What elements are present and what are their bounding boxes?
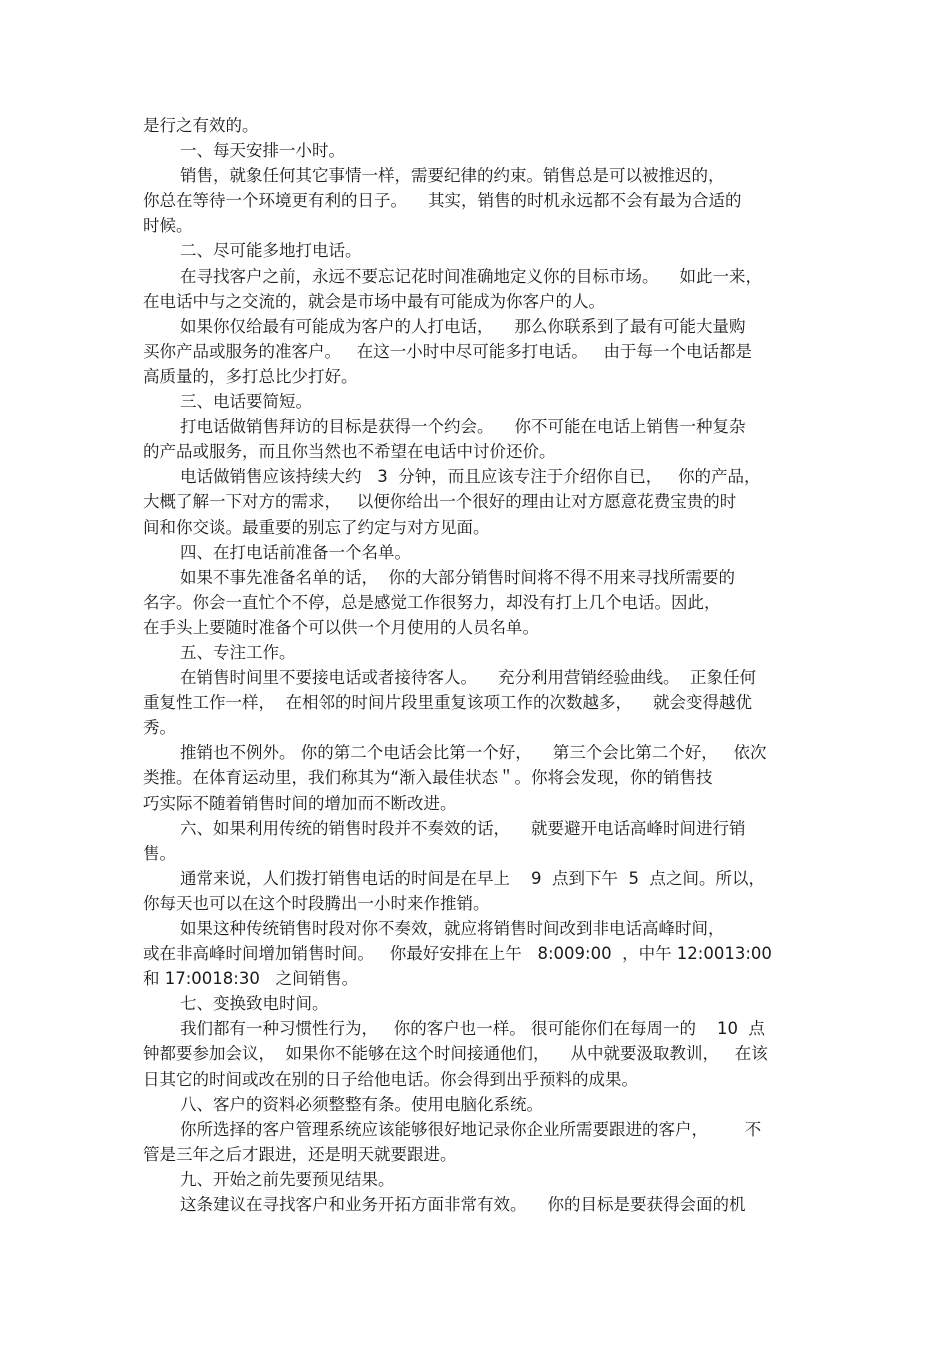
text-line: 在寻找客户之前，永远不要忘记花时间准确地定义你的目标市场。 如此一来， [180,266,762,286]
text-line: 和 17:0018:30 之间销售。 [143,969,359,989]
text-line: 管是三年之后才跟进，还是明天就要跟进。 [143,1144,457,1164]
text-line: 如果你仅给最有可能成为客户的人打电话， 那么你联系到了最有可能大量购 [180,316,746,336]
text-line: 如果不事先准备名单的话， 你的大部分销售时间将不得不用来寻找所需要的 [180,567,735,587]
text-line: 一、每天安排一小时。 [180,141,345,161]
text-line: 高质量的，多打总比少打好。 [143,366,358,386]
text-line: 类推。在体育运动里，我们称其为“渐入最佳状态＂。你将会发现，你的销售技 [143,768,713,788]
text-line: 你总在等待一个环境更有利的日子。 其实，销售的时机永远都不会有最为合适的 [143,191,742,211]
text-line: 重复性工作一样， 在相邻的时间片段里重复该项工作的次数越多， 就会变得越优 [143,693,752,713]
text-line: 通常来说，人们拨打销售电话的时间是在早上 9 点到下午 5 点之间。所以， [180,868,765,888]
text-line: 巧实际不随着销售时间的增加而不断改进。 [143,793,457,813]
text-line: 名字。你会一直忙个不停，总是感觉工作很努力，却没有打上几个电话。因此， [143,592,721,612]
text-line: 在手头上要随时准备个可以供一个月使用的人员名单。 [143,617,539,637]
text-line: 你每天也可以在这个时段腾出一小时来作推销。 [143,893,490,913]
text-line: 或在非高峰时间增加销售时间。 你最好安排在上午 8:009:00 ，中午 12:0013:00 [143,944,772,964]
text-line: 钟都要参加会议， 如果你不能够在这个时间接通他们， 从中就要汲取教训， 在该 [143,1044,768,1064]
text-line: 打电话做销售拜访的目标是获得一个约会。 你不可能在电话上销售一种复杂 [180,417,746,437]
text-line: 九、开始之前先要预见结果。 [180,1169,395,1189]
text-line: 六、如果利用传统的销售时段并不奏效的话， 就要避开电话高峰时间进行销 [180,818,746,838]
text-line: 买你产品或服务的准客户。 在这一小时中尽可能多打电话。 由于每一个电话都是 [143,341,752,361]
text-line: 销售，就象任何其它事情一样，需要纪律的约束。销售总是可以被推迟的， [180,166,725,186]
text-line: 我们都有一种习惯性行为， 你的客户也一样。 很可能你们在每周一的 10 点 [180,1019,765,1039]
text-line: 这条建议在寻找客户和业务开拓方面非常有效。 你的目标是要获得会面的机 [180,1195,746,1215]
text-line: 七、变换致电时间。 [180,994,329,1014]
text-line: 时候。 [143,216,193,236]
text-line: 你所选择的客户管理系统应该能够很好地记录你企业所需要跟进的客户， 不 [180,1119,762,1139]
text-line: 的产品或服务，而且你当然也不希望在电话中讨价还价。 [143,442,556,462]
text-line: 推销也不例外。 你的第二个电话会比第一个好， 第三个会比第二个好， 依次 [180,743,767,763]
text-line: 电话做销售应该持续大约 3 分钟，而且应该专注于介绍你自已， 你的产品， [180,467,761,487]
text-line: 三、电话要简短。 [180,392,312,412]
text-line: 大概了解一下对方的需求， 以便你给出一个很好的理由让对方愿意花费宝贵的时 [143,492,737,512]
document-body [143,113,810,1217]
text-line: 五、专注工作。 [180,642,296,662]
text-line: 售。 [143,843,176,863]
text-line: 秀。 [143,718,176,738]
text-line: 间和你交谈。最重要的别忘了约定与对方见面。 [143,517,490,537]
text-line: 二、尽可能多地打电话。 [180,241,362,261]
text-line: 四、在打电话前准备一个名单。 [180,542,411,562]
text-line: 八、客户的资料必须整整有条。使用电脑化系统。 [180,1094,543,1114]
text-line: 是行之有效的。 [143,116,259,135]
text-line: 日其它的时间或改在别的日子给他电话。你会得到出乎预料的成果。 [143,1069,638,1089]
text-line: 在电话中与之交流的，就会是市场中最有可能成为你客户的人。 [143,291,605,311]
text-line: 在销售时间里不要接电话或者接待客人。 充分利用营销经验曲线。 正象任何 [180,668,756,688]
text-line: 如果这种传统销售时段对你不奏效，就应将销售时间改到非电话高峰时间， [180,919,725,938]
